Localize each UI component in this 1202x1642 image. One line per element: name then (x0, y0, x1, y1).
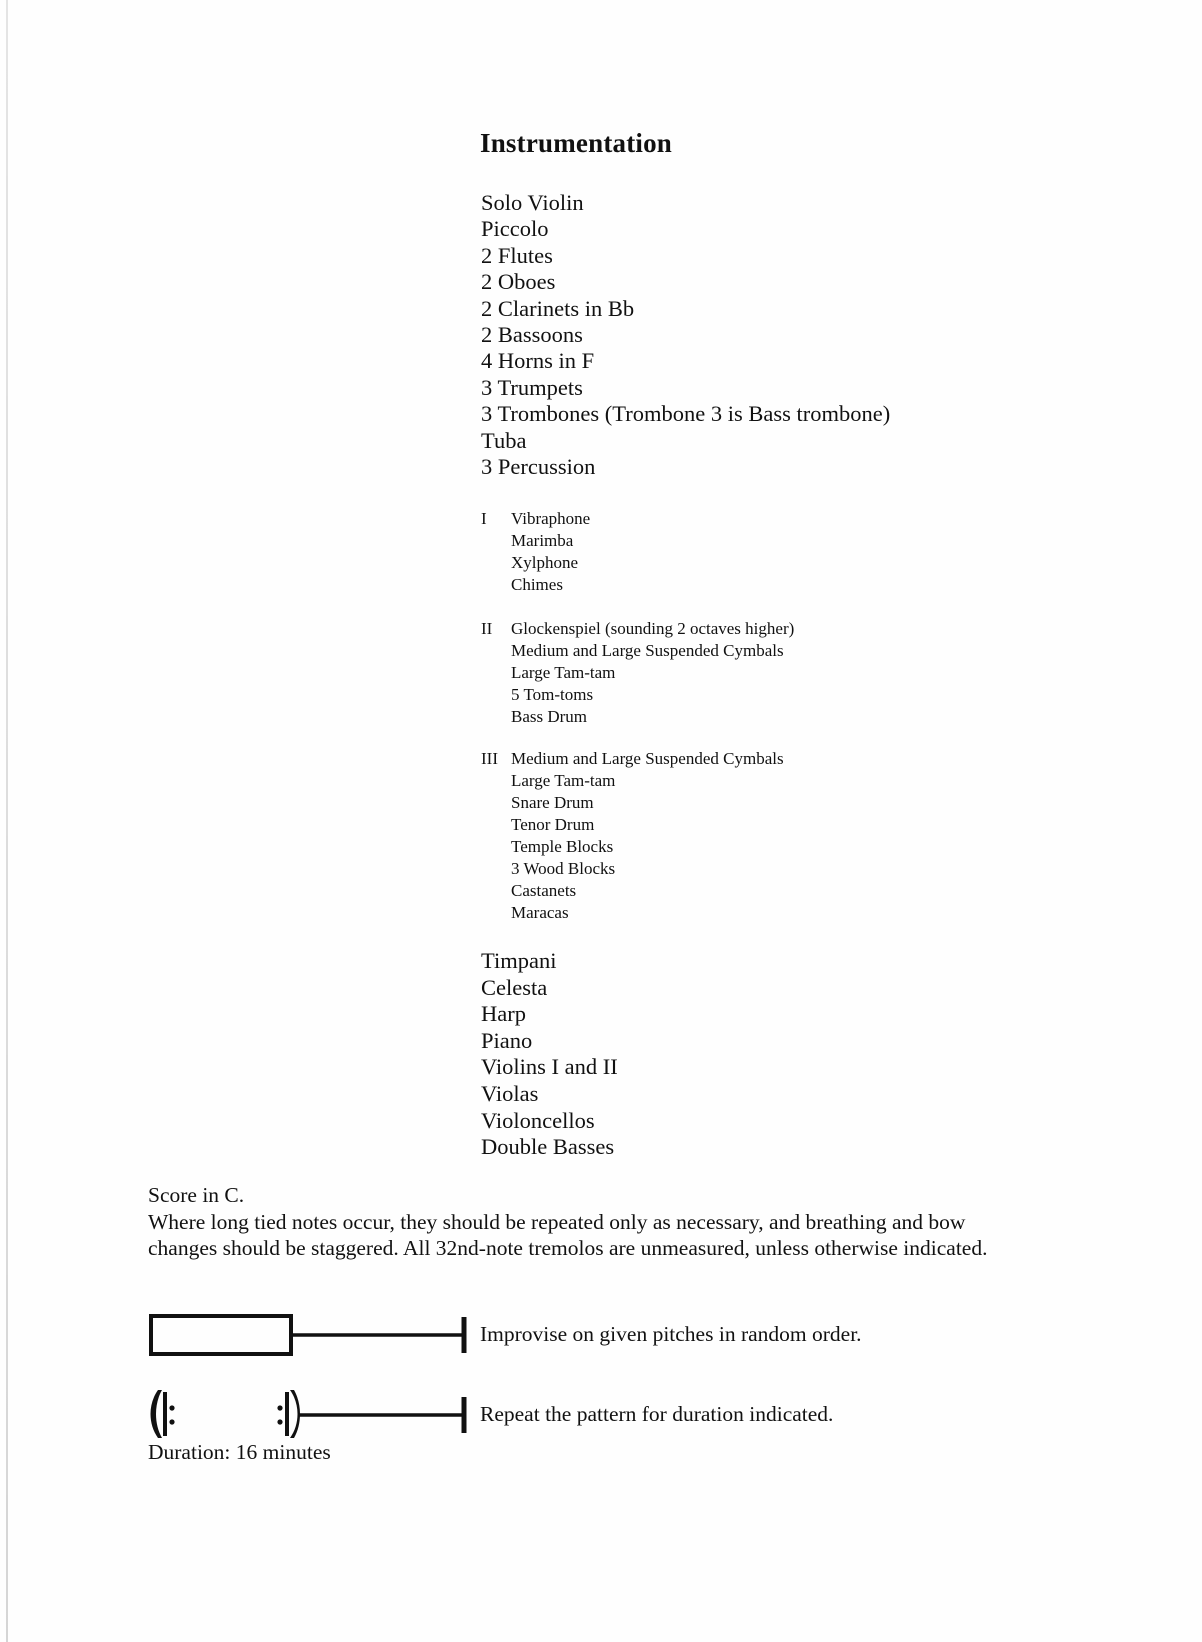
list-item: Snare Drum (511, 793, 594, 812)
list-item: Violas (481, 1080, 539, 1106)
list-item: Timpani (481, 948, 557, 973)
list-item: Tuba (481, 427, 527, 453)
list-item: Violoncellos (481, 1107, 595, 1133)
list-item: Tenor Drum (511, 815, 595, 834)
percussion-group-roman: II (481, 619, 493, 638)
list-item: Medium and Large Suspended Cymbals (511, 641, 784, 660)
instrumentation-list-continued (481, 948, 618, 1161)
list-item: 3 Percussion (481, 454, 596, 480)
list-item: 2 Clarinets in Bb (481, 295, 635, 321)
list-item: 2 Oboes (481, 269, 556, 295)
legend-description: Repeat the pattern for duration indicated. (480, 1402, 834, 1426)
open-box-with-line-icon (148, 1308, 473, 1378)
list-item: Piano (481, 1027, 533, 1053)
note-tied-notes: Where long tied notes occur, they should be repeated only as necessary, and breathing and bow changes should be staggered. All 32nd-note tremolos are unmeasured, unless otherwise indicated. (148, 1209, 988, 1260)
list-item: Vibraphone (511, 509, 591, 528)
list-item: 2 Flutes (481, 242, 553, 268)
list-item: Maracas (511, 903, 569, 922)
list-item: Chimes (511, 575, 563, 594)
list-item: Violins I and II (481, 1054, 618, 1080)
performance-notes (148, 1182, 1018, 1262)
list-item: 4 Horns in F (481, 348, 595, 374)
scan-edge (6, 0, 8, 1642)
list-item: Castanets (511, 881, 577, 900)
note-score-in-c: Score in C. (148, 1183, 245, 1207)
percussion-group-items (511, 748, 784, 924)
list-item: Large Tam-tam (511, 771, 616, 790)
list-item: Marimba (511, 531, 574, 550)
list-item: Xylphone (511, 553, 579, 572)
page-title: Instrumentation (480, 128, 673, 158)
list-item: 5 Tom-toms (511, 685, 594, 704)
list-item: Large Tam-tam (511, 663, 616, 682)
list-item: Glockenspiel (sounding 2 octaves higher) (511, 619, 795, 638)
percussion-group-items (511, 508, 590, 596)
list-item: Temple Blocks (511, 837, 614, 856)
percussion-group-3 (481, 748, 784, 924)
list-item: Double Basses (481, 1134, 615, 1160)
list-item: Celesta (481, 974, 548, 1000)
percussion-group-roman: III (481, 749, 498, 768)
list-item: 2 Bassoons (481, 322, 583, 348)
percussion-group-1 (481, 508, 590, 596)
list-item: 3 Trumpets (481, 374, 583, 400)
legend-row (148, 1308, 1048, 1386)
legend-description: Improvise on given pitches in random order. (480, 1322, 862, 1346)
percussion-group-2 (481, 618, 794, 728)
instrumentation-list (481, 190, 1101, 480)
list-item: Bass Drum (511, 707, 588, 726)
duration-text: Duration: 16 minutes (148, 1440, 331, 1464)
list-item: 3 Wood Blocks (511, 859, 616, 878)
list-item: Solo Violin (481, 190, 584, 215)
percussion-group-roman: I (481, 509, 487, 528)
list-item: 3 Trombones (Trombone 3 is Bass trombone) (481, 401, 891, 427)
list-item: Piccolo (481, 216, 549, 242)
percussion-group-items (511, 618, 794, 728)
list-item: Medium and Large Suspended Cymbals (511, 749, 784, 768)
list-item: Harp (481, 1001, 526, 1027)
